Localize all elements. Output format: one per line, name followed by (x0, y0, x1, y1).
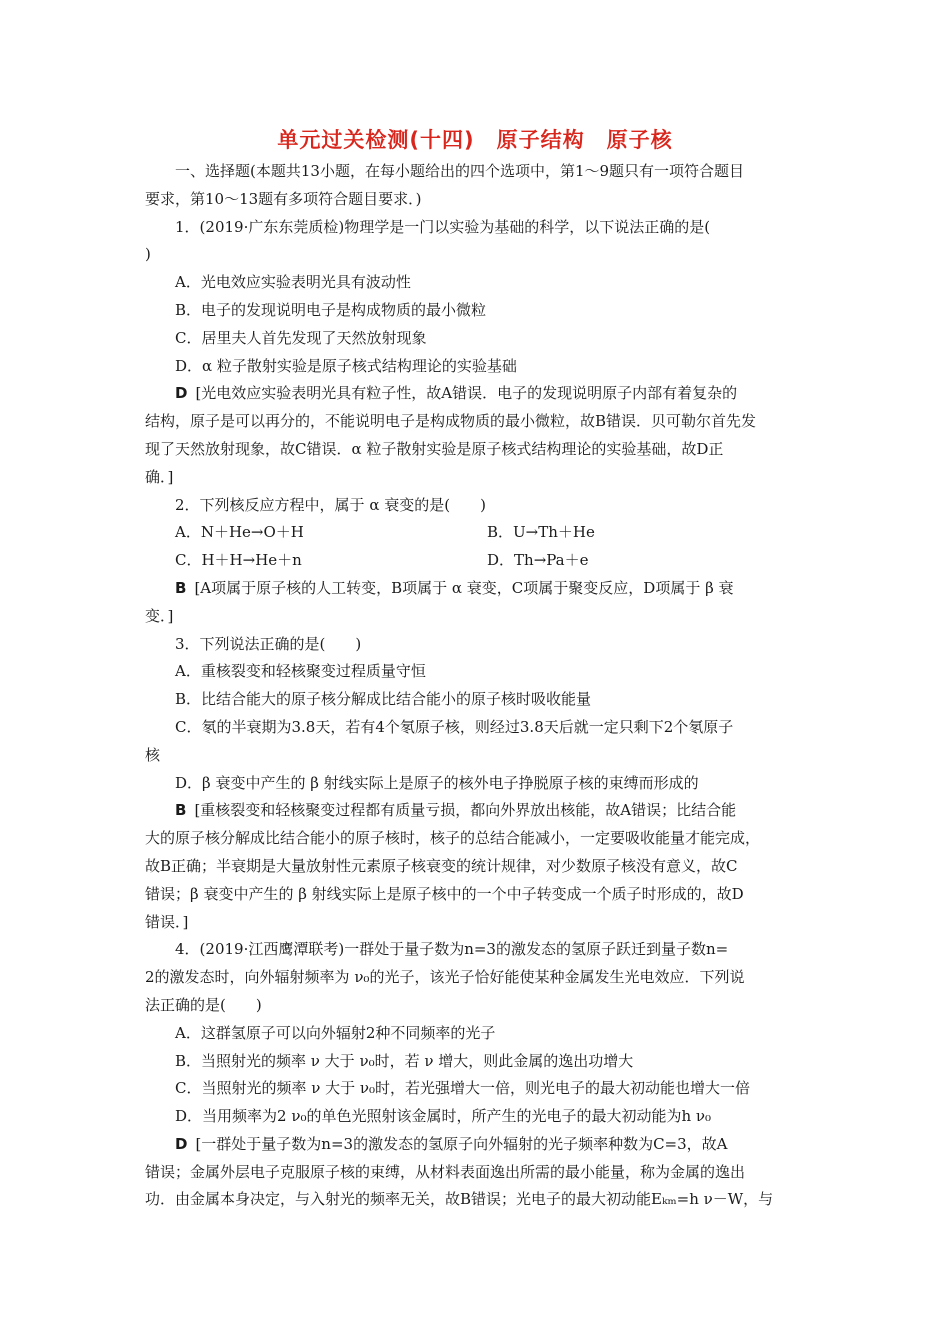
question-3-option-c: 核 (145, 745, 161, 764)
question-1-option-a: A．光电效应实验表明光具有波动性 (175, 273, 411, 292)
question-2-answer: B (175, 578, 187, 597)
question-3-explanation: 大的原子核分解成比结合能小的原子核时，核子的总结合能减小，一定要吸收能量才能完成， (145, 829, 761, 848)
question-4-answer: D (175, 1134, 188, 1153)
question-3-option-d: D．β 衰变中产生的 β 射线实际上是原子的核外电子挣脱原子核的束缚而形成的 (175, 773, 699, 792)
question-1-option-c: C．居里夫人首先发现了天然放射现象 (175, 328, 427, 347)
question-3-explanation: 错误．] (145, 912, 189, 931)
question-4-stem: 4．(2019·江西鹰潭联考)一群处于量子数为n=3的激发态的氢原子跃迁到量子数n= (175, 940, 729, 959)
question-2-explanation: B [A项属于原子核的人工转变，B项属于 α 衰变，C项属于聚变反应，D项属于 β 衰 (175, 578, 734, 597)
question-4-option-c: C．当照射光的频率 ν 大于 ν₀时，若光强增大一倍，则光电子的最大初动能也增大一倍 (175, 1079, 751, 1098)
question-4-stem: 法正确的是( ) (145, 995, 262, 1014)
question-1-option-d: D．α 粒子散射实验是原子核式结构理论的实验基础 (175, 356, 517, 375)
question-1-explanation: 现了天然放射现象，故C错误．α 粒子散射实验是原子核式结构理论的实验基础，故D正 (145, 439, 724, 458)
question-4-stem: 2的激发态时，向外辐射频率为 ν₀的光子，该光子恰好能使某种金属发生光电效应．下列说 (145, 968, 745, 987)
question-3-stem: 3．下列说法正确的是( ) (175, 634, 362, 653)
question-3-option-b: B．比结合能大的原子核分解成比结合能小的原子核时吸收能量 (175, 690, 592, 709)
question-4-explanation: 功．由金属本身决定，与入射光的频率无关，故B错误；光电子的最大初动能Eₖₘ=h ν－W，与 (145, 1190, 774, 1209)
question-3-explanation: 错误；β 衰变中产生的 β 射线实际上是原子核中的一个中子转变成一个质子时形成的，故D (145, 884, 744, 903)
question-2-options-row (145, 519, 807, 547)
document-body (145, 158, 807, 1214)
question-4-explanation: D [一群处于量子数为n=3的激发态的氢原子向外辐射的光子频率种数为C=3，故A (175, 1134, 728, 1153)
question-1-explanation: 结构，原子是可以再分的，不能说明电子是构成物质的最小微粒，故B错误．贝可勒尔首先发 (145, 412, 757, 431)
question-2-option-c: C．H＋H→He＋n (175, 551, 302, 570)
question-3-answer: B (175, 801, 187, 820)
question-1-answer: D (175, 384, 188, 403)
question-4-explanation: 错误；金属外层电子克服原子核的束缚，从材料表面逸出所需的最小能量，称为金属的逸出 (145, 1162, 746, 1181)
question-1-option-b: B．电子的发现说明电子是构成物质的最小微粒 (175, 300, 487, 319)
question-2-option-d: D．Th→Pa＋e (487, 551, 589, 570)
question-2-explanation: 变．] (145, 606, 174, 625)
question-2-option-b: B．U→Th＋He (487, 523, 595, 542)
question-3-option-a: A．重核裂变和轻核聚变过程质量守恒 (175, 662, 426, 681)
page-title: 单元过关检测(十四) 原子结构 原子核 (277, 128, 673, 152)
question-2-options-row (145, 547, 807, 575)
question-1-explanation: 确．] (145, 467, 174, 486)
question-3-explanation: B [重核裂变和轻核聚变过程都有质量亏损，都向外界放出核能，故A错误；比结合能 (175, 801, 737, 820)
question-1-explanation: D [光电效应实验表明光具有粒子性，故A错误．电子的发现说明原子内部有着复杂的 (175, 384, 738, 403)
section-intro: 要求，第10～13题有多项符合题目要求．) (145, 189, 422, 208)
question-1-stem: 1．(2019·广东东莞质检)物理学是一门以实验为基础的科学，以下说法正确的是( (175, 217, 711, 236)
question-3-explanation: 故B正确；半衰期是大量放射性元素原子核衰变的统计规律，对少数原子核没有意义，故C (145, 856, 738, 875)
section-intro: 一、选择题(本题共13小题，在每小题给出的四个选项中，第1～9题只有一项符合题目 (175, 162, 745, 180)
question-4-option-a: A．这群氢原子可以向外辐射2种不同频率的光子 (175, 1023, 496, 1042)
question-2-option-a: A．N＋He→O＋H (175, 523, 304, 542)
question-2-stem: 2．下列核反应方程中，属于 α 衰变的是( ) (175, 495, 486, 514)
question-4-option-b: B．当照射光的频率 ν 大于 ν₀时，若 ν 增大，则此金属的逸出功增大 (175, 1051, 634, 1070)
question-3-option-c: C．氡的半衰期为3.8天，若有4个氡原子核，则经过3.8天后就一定只剩下2个氡原子 (175, 717, 734, 736)
question-4-option-d: D．当用频率为2 ν₀的单色光照射该金属时，所产生的光电子的最大初动能为h ν₀ (175, 1107, 712, 1126)
question-1-stem: ) (145, 245, 151, 264)
